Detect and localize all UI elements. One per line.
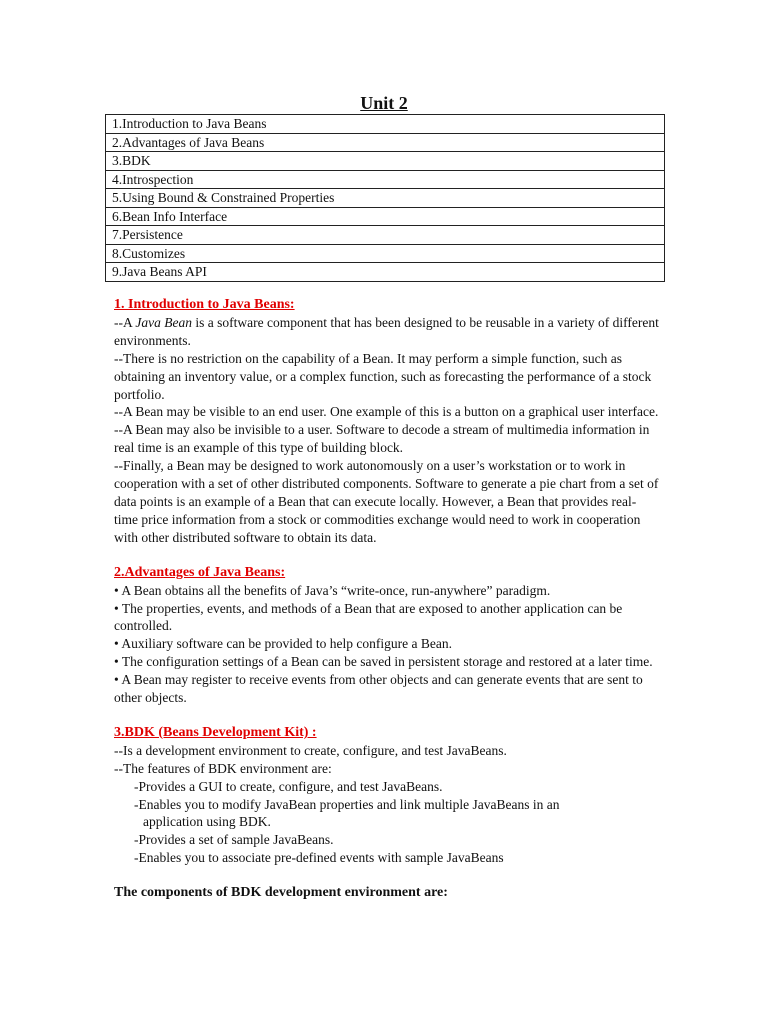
paragraph: --Finally, a Bean may be designed to work autonomously on a user’s workstation or to work in cooperation with a set of other distributed components. Software to generate a pie chart from a set of data points is an example of a Bean that can execute locally. However, a Bean that provides real-time price information from a stock or commodities exchange would need to work in cooperation with other distributed software to obtain its data.: [114, 458, 659, 545]
paragraph: --The features of BDK environment are:: [114, 760, 332, 776]
bullet-item: • The configuration settings of a Bean can be saved in persistent storage and restored at a later time.: [114, 654, 653, 670]
paragraph: --There is no restriction on the capability of a Bean. It may perform a simple function, such as obtaining an inventory value, or a complex function, such as forecasting the performance of a stock portfolio.: [114, 350, 652, 402]
toc-item: 4.Introspection: [106, 170, 665, 189]
table-row: [106, 244, 665, 263]
table-row: [106, 226, 665, 245]
table-row: [106, 115, 665, 134]
emphasis-text: Java Bean: [135, 314, 192, 330]
toc-item: 3.BDK: [106, 152, 665, 171]
feature-item: -Provides a set of sample JavaBeans.: [134, 832, 334, 848]
table-row: [106, 170, 665, 189]
feature-item: -Enables you to modify JavaBean properties and link multiple JavaBeans in an: [134, 796, 560, 812]
document-body: [114, 296, 659, 902]
paragraph: --Is a development environment to create, configure, and test JavaBeans.: [114, 742, 507, 758]
page-title: Unit 2: [360, 93, 408, 113]
feature-item-continued: application using BDK.: [143, 814, 271, 830]
table-row: [106, 263, 665, 282]
toc-item: 2.Advantages of Java Beans: [106, 133, 665, 152]
paragraph-text: is a software component that has been designed to be reusable in a variety of different environments.: [114, 314, 659, 348]
feature-item: -Provides a GUI to create, configure, and test JavaBeans.: [134, 778, 443, 794]
paragraph: --A Bean may also be invisible to a user. Software to decode a stream of multimedia information in real time is an example of this type of building block.: [114, 422, 650, 456]
toc-item: 6.Bean Info Interface: [106, 207, 665, 226]
paragraph: [114, 314, 659, 350]
toc-table: [105, 114, 665, 282]
bullet-item: • Auxiliary software can be provided to help configure a Bean.: [114, 636, 452, 652]
section-heading-bdk: 3.BDK (Beans Development Kit) :: [114, 724, 317, 740]
table-row: [106, 207, 665, 226]
toc-item: 7.Persistence: [106, 226, 665, 245]
bullet-item: • The properties, events, and methods of a Bean that are exposed to another application can be controlled.: [114, 600, 623, 634]
section-heading-introduction: 1. Introduction to Java Beans:: [114, 297, 295, 312]
paragraph: --A Bean may be visible to an end user. One example of this is a button on a graphical user interface.: [114, 404, 659, 420]
components-heading: The components of BDK development environment are:: [114, 885, 448, 901]
toc-item: 5.Using Bound & Constrained Properties: [106, 189, 665, 208]
toc-item: 8.Customizes: [106, 244, 665, 263]
feature-item: -Enables you to associate pre-defined events with sample JavaBeans: [134, 850, 504, 866]
table-row: [106, 152, 665, 171]
bullet-item: • A Bean obtains all the benefits of Java’s “write-once, run-anywhere” paradigm.: [114, 582, 551, 598]
bullet-item: • A Bean may register to receive events from other objects and can generate events that are sent to other objects.: [114, 672, 643, 706]
toc-item: 1.Introduction to Java Beans: [106, 115, 665, 134]
paragraph-text: --A: [114, 314, 136, 330]
section-heading-advantages: 2.Advantages of Java Beans:: [114, 564, 286, 580]
table-row: [106, 189, 665, 208]
toc-item: 9.Java Beans API: [106, 263, 665, 282]
table-row: [106, 133, 665, 152]
